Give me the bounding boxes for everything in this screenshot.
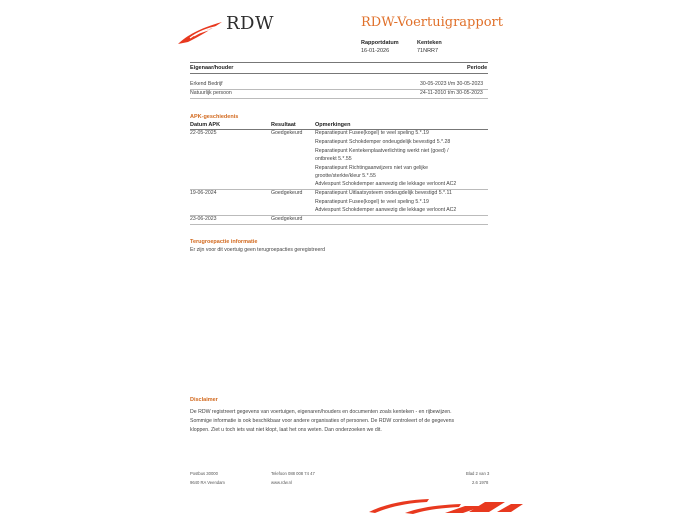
- disclaimer-title: Disclaimer: [190, 397, 218, 403]
- row-divider: [190, 98, 488, 99]
- footer-stripes-icon: [365, 496, 525, 514]
- footer-page: Blad 2 van 3: [466, 471, 490, 476]
- plate-label: Kenteken: [417, 40, 442, 46]
- recall-text: Er zijn voor dit voertuig geen terugroepacties geregistreerd: [190, 247, 325, 253]
- apk-result: Goedgekeurd: [271, 190, 303, 196]
- footer-postbus: Postbus 30000: [190, 471, 218, 476]
- footer-code: 2.6 1978: [472, 480, 489, 485]
- apk-remark: Reparatiepunt Fusee(kogel) te veel speling 5.*.19: [315, 130, 429, 136]
- owner-period: 30-05-2023 t/m 30-05-2023: [420, 81, 484, 87]
- apk-date: 23-06-2023: [190, 216, 217, 222]
- apk-result: Goedgekeurd: [271, 130, 303, 136]
- owners-col-period: Periode: [467, 65, 488, 71]
- disclaimer-text: [190, 408, 500, 434]
- report-date: 16-01-2026: [361, 48, 390, 54]
- apk-remark: ontbreekt 5.*.55: [315, 156, 352, 162]
- apk-date: 22-05-2025: [190, 130, 217, 136]
- apk-remark: Reparatiepunt Richtingaanwijzers niet van gelijke: [315, 165, 429, 171]
- disclaimer-line: kloppen. Ziet u toch iets wat niet klopt, laat het ons weten. Dan onderzoeken we dit.: [190, 426, 382, 433]
- row-divider: [190, 215, 488, 216]
- apk-remark: Reparatiepunt Schokdemper ondeugdelijk bevestigd 5.*.28: [315, 139, 451, 145]
- disclaimer-line: Sommige informatie is ook beschikbaar voor andere organisaties of personen. De RDW controleert of de gegevens: [190, 417, 455, 424]
- apk-date: 19-06-2024: [190, 190, 217, 196]
- apk-remark: grootte/sterkte/kleur 5.*.55: [315, 173, 376, 179]
- apk-col-date: Datum APK: [190, 122, 221, 128]
- footer-phone: Telefoon 088 008 74 47: [271, 471, 315, 476]
- recall-title: Terugroepactie informatie: [190, 239, 258, 245]
- apk-remark: Adviespunt Schokdemper aanwezig die lekkage verloont AC2: [315, 207, 457, 213]
- footer-web[interactable]: www.rdw.nl: [271, 480, 292, 485]
- apk-remark: Advlespunt Schokdemper aanwezig die lekkage verloont AC2: [315, 181, 457, 187]
- logo-text: RDW: [226, 13, 274, 34]
- divider: [190, 62, 488, 63]
- apk-col-remarks: Opmerkingen: [315, 122, 351, 128]
- owner-period: 24-11-2010 t/m 30-05-2023: [420, 90, 483, 96]
- apk-title: APK-geschiedenis: [190, 114, 239, 120]
- apk-remark: Reparatiepunt Fusee(kogel) te veel speling 5.*.19: [315, 199, 429, 205]
- report-title: RDW-Voertuigrapport: [361, 15, 503, 30]
- footer-address: 9640 RA Veendam: [190, 480, 225, 485]
- disclaimer-line: De RDW registreert gegevens van voertuigen, eigenaren/houders en documenten zoals kenteken - en rijbewijzen.: [190, 409, 452, 415]
- owner-name: Erkend Bedrijf: [190, 81, 223, 87]
- apk-remark: Reparatiepunt Kentekenplaatverlichting werkt niet (goed) /: [315, 148, 449, 154]
- apk-remark: Reparatiepunt Uitlaatsysteem ondeugdelijk bevestigd 5.*.11: [315, 190, 452, 196]
- rdw-logo-icon: [176, 20, 224, 46]
- report-date-label: Rapportdatum: [361, 40, 399, 46]
- apk-col-result: Resultaat: [271, 122, 296, 128]
- apk-result: Goedgekeurd: [271, 216, 303, 222]
- plate-value: 71NRR7: [417, 48, 439, 54]
- divider: [190, 73, 488, 74]
- row-divider: [190, 224, 488, 225]
- owner-name: Natuurlijk persoon: [190, 90, 232, 96]
- owners-col-owner: Eigenaar/houder: [190, 65, 234, 71]
